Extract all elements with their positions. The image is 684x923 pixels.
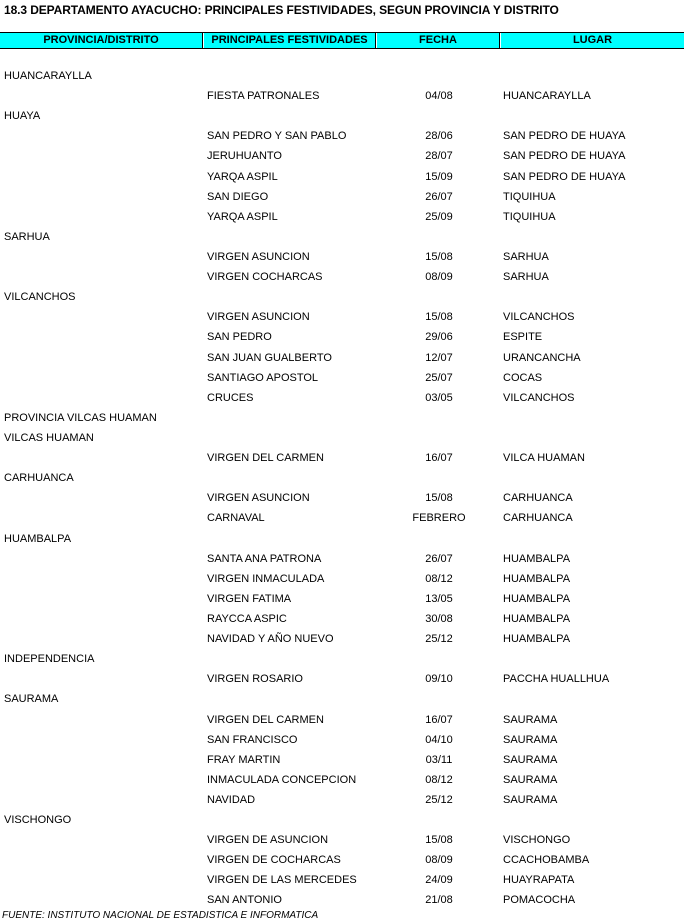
cell-festividad: FRAY MARTIN (207, 753, 281, 766)
table-row (0, 470, 684, 490)
cell-fecha: 04/08 (425, 90, 453, 103)
table-row (0, 189, 684, 209)
cell-fecha: 28/06 (425, 130, 453, 143)
table-row (0, 671, 684, 691)
table-row (0, 752, 684, 772)
cell-lugar: POMACOCHA (503, 894, 576, 907)
cell-fecha: 15/09 (425, 170, 453, 183)
cell-lugar: SAURAMA (503, 713, 558, 726)
table-row (0, 148, 684, 168)
cell-fecha: 25/07 (425, 371, 453, 384)
cell-festividad: VIRGEN ROSARIO (207, 673, 303, 686)
cell-lugar: SAURAMA (503, 773, 558, 786)
cell-fecha: 08/12 (425, 773, 453, 786)
table-row (0, 712, 684, 732)
cell-festividad: VIRGEN DE COCHARCAS (207, 854, 341, 867)
cell-lugar: TIQUIHUA (503, 210, 556, 223)
table-row (0, 289, 684, 309)
cell-festividad: VIRGEN ASUNCION (207, 492, 310, 505)
cell-provincia-distrito: HUAMBALPA (4, 532, 72, 545)
cell-festividad: VIRGEN DEL CARMEN (207, 452, 324, 465)
table-row (0, 329, 684, 349)
cell-lugar: HUAMBALPA (503, 552, 571, 565)
cell-fecha: FEBRERO (412, 512, 466, 525)
cell-festividad: YARQA ASPIL (207, 210, 278, 223)
cell-lugar: VILCANCHOS (503, 391, 575, 404)
cell-fecha: 25/12 (425, 633, 453, 646)
cell-festividad: CRUCES (207, 391, 254, 404)
cell-lugar: URANCANCHA (503, 351, 581, 364)
table-row (0, 792, 684, 812)
cell-provincia-distrito: SAURAMA (4, 693, 59, 706)
cell-festividad: CARNAVAL (207, 512, 265, 525)
cell-lugar: HUAMBALPA (503, 592, 571, 605)
cell-fecha: 08/09 (425, 854, 453, 867)
cell-festividad: SANTIAGO APOSTOL (207, 371, 319, 384)
cell-fecha: 15/08 (425, 311, 453, 324)
cell-lugar: HUAYRAPATA (503, 874, 575, 887)
cell-lugar: SARHUA (503, 250, 549, 263)
cell-lugar: CARHUANCA (503, 492, 573, 505)
table-row (0, 169, 684, 189)
cell-fecha: 24/09 (425, 874, 453, 887)
cell-lugar: COCAS (503, 371, 543, 384)
cell-lugar: SAN PEDRO DE HUAYA (503, 130, 626, 143)
table-row (0, 88, 684, 108)
table-row (0, 551, 684, 571)
cell-festividad: VIRGEN COCHARCAS (207, 271, 323, 284)
table-row (0, 772, 684, 792)
table-row (0, 410, 684, 430)
table-row (0, 872, 684, 892)
cell-festividad: VIRGEN DE ASUNCION (207, 834, 329, 847)
cell-lugar: PACCHA HUALLHUA (503, 673, 610, 686)
cell-fecha: 04/10 (425, 733, 453, 746)
cell-fecha: 08/12 (425, 572, 453, 585)
cell-provincia-distrito: VILCAS HUAMAN (4, 431, 94, 444)
cell-fecha: 09/10 (425, 673, 453, 686)
cell-provincia-distrito: CARHUANCA (4, 472, 74, 485)
cell-festividad: FIESTA PATRONALES (207, 90, 320, 103)
cell-lugar: SAURAMA (503, 753, 558, 766)
cell-provincia-distrito: HUANCARAYLLA (4, 70, 92, 82)
cell-festividad: VIRGEN ASUNCION (207, 250, 310, 263)
cell-lugar: SAN PEDRO DE HUAYA (503, 150, 626, 163)
cell-festividad: NAVIDAD Y AÑO NUEVO (207, 633, 334, 646)
cell-provincia-distrito: INDEPENDENCIA (4, 653, 95, 666)
cell-lugar: CCACHOBAMBA (503, 854, 590, 867)
table-row (0, 490, 684, 510)
cell-festividad: VIRGEN INMACULADA (207, 572, 325, 585)
cell-festividad: VIRGEN DE LAS MERCEDES (207, 874, 357, 887)
cell-fecha: 15/08 (425, 492, 453, 505)
cell-festividad: NAVIDAD (207, 793, 256, 806)
cell-fecha: 03/05 (425, 391, 453, 404)
cell-festividad: SAN ANTONIO (207, 894, 282, 907)
table-row (0, 309, 684, 329)
cell-lugar: SAURAMA (503, 733, 558, 746)
cell-fecha: 12/07 (425, 351, 453, 364)
header-fecha: FECHA (377, 33, 500, 48)
cell-lugar: VILCA HUAMAN (503, 452, 585, 465)
header-provincia-distrito: PROVINCIA/DISTRITO (0, 33, 203, 48)
cell-festividad: SANTA ANA PATRONA (207, 552, 322, 565)
header-lugar: LUGAR (501, 33, 684, 48)
cell-festividad: INMACULADA CONCEPCION (207, 773, 357, 786)
cell-fecha: 26/07 (425, 190, 453, 203)
header-principales-festividades: PRINCIPALES FESTIVIDADES (204, 33, 376, 48)
table-row (0, 651, 684, 671)
cell-festividad: VIRGEN DEL CARMEN (207, 713, 324, 726)
table-row (0, 691, 684, 711)
table-row (0, 370, 684, 390)
cell-festividad: RAYCCA ASPIC (207, 612, 287, 625)
source-footnote: FUENTE: INSTITUTO NACIONAL DE ESTADISTICA E INFORMATICA (2, 910, 319, 921)
table-header (0, 32, 684, 49)
table-row (0, 571, 684, 591)
cell-lugar: VISCHONGO (503, 834, 571, 847)
cell-lugar: VILCANCHOS (503, 311, 575, 324)
cell-festividad: YARQA ASPIL (207, 170, 278, 183)
table-row (0, 852, 684, 872)
cell-fecha: 15/08 (425, 834, 453, 847)
table-row (0, 229, 684, 249)
page-title: 18.3 DEPARTAMENTO AYACUCHO: PRINCIPALES FESTIVIDADES, SEGUN PROVINCIA Y DISTRITO (4, 3, 559, 17)
cell-fecha: 16/07 (425, 452, 453, 465)
cell-festividad: VIRGEN FATIMA (207, 592, 292, 605)
cell-provincia-distrito: VISCHONGO (4, 814, 72, 827)
cell-provincia-distrito: PROVINCIA VILCAS HUAMAN (4, 411, 157, 424)
cell-lugar: SAN PEDRO DE HUAYA (503, 170, 626, 183)
cell-fecha: 21/08 (425, 894, 453, 907)
table-row (0, 249, 684, 269)
cell-lugar: SARHUA (503, 271, 549, 284)
table-body (0, 68, 684, 913)
table-row (0, 350, 684, 370)
cell-provincia-distrito: VILCANCHOS (4, 291, 76, 304)
table-row (0, 450, 684, 470)
cell-festividad: JERUHUANTO (207, 150, 282, 163)
cell-fecha: 28/07 (425, 150, 453, 163)
cell-lugar: HUAMBALPA (503, 612, 571, 625)
cell-lugar: TIQUIHUA (503, 190, 556, 203)
cell-lugar: HUANCARAYLLA (503, 90, 591, 103)
cell-provincia-distrito: SARHUA (4, 230, 50, 243)
cell-festividad: VIRGEN ASUNCION (207, 311, 310, 324)
cell-festividad: SAN JUAN GUALBERTO (207, 351, 332, 364)
cell-provincia-distrito: HUAYA (4, 110, 41, 123)
cell-lugar: HUAMBALPA (503, 633, 571, 646)
cell-festividad: SAN DIEGO (207, 190, 269, 203)
cell-fecha: 29/06 (425, 331, 453, 344)
table-row (0, 269, 684, 289)
table-row (0, 510, 684, 530)
table-row (0, 812, 684, 832)
cell-lugar: SAURAMA (503, 793, 558, 806)
table-row (0, 591, 684, 611)
table-row (0, 732, 684, 752)
cell-lugar: CARHUANCA (503, 512, 573, 525)
table-row (0, 108, 684, 128)
cell-fecha: 03/11 (425, 753, 453, 766)
table-row (0, 611, 684, 631)
table-row (0, 430, 684, 450)
cell-festividad: SAN PEDRO Y SAN PABLO (207, 130, 347, 143)
cell-fecha: 16/07 (425, 713, 453, 726)
table-row (0, 631, 684, 651)
cell-fecha: 15/08 (425, 250, 453, 263)
table-row (0, 128, 684, 148)
cell-festividad: SAN FRANCISCO (207, 733, 298, 746)
cell-fecha: 30/08 (425, 612, 453, 625)
table-row (0, 531, 684, 551)
cell-fecha: 13/05 (425, 592, 453, 605)
cell-fecha: 08/09 (425, 271, 453, 284)
cell-festividad: SAN PEDRO (207, 331, 272, 344)
cell-fecha: 26/07 (425, 552, 453, 565)
table-row (0, 209, 684, 229)
table-row (0, 68, 684, 88)
table-row (0, 832, 684, 852)
cell-lugar: HUAMBALPA (503, 572, 571, 585)
table-row (0, 390, 684, 410)
cell-fecha: 25/09 (425, 210, 453, 223)
cell-lugar: ESPITE (503, 331, 543, 344)
cell-fecha: 25/12 (425, 793, 453, 806)
